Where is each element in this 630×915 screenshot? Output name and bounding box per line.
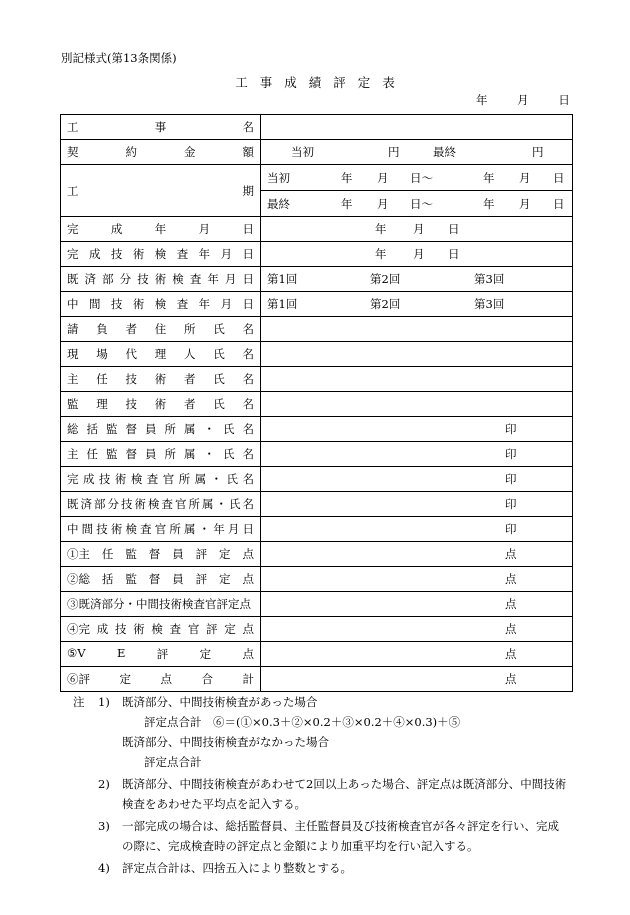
note-4-line-a: 評定点合計は、四捨五入により整数とする。 [122, 861, 352, 875]
label-char: 員 [172, 547, 184, 561]
row-label-interim-inspector [67, 521, 254, 537]
period-final-day1: 日〜 [410, 196, 433, 211]
label-char: 督 [148, 572, 161, 586]
label-char: 氏 [223, 447, 235, 461]
row-label-supervising-engineer [67, 396, 254, 412]
table-row [61, 492, 573, 517]
label-char: 術 [154, 397, 167, 411]
row-label-completion-date [67, 221, 254, 237]
label-char: 工 [67, 120, 79, 134]
note-1-line-d: 評定点合計 [144, 755, 202, 769]
label-char: 督 [125, 447, 137, 461]
label-char: 点 [242, 647, 254, 661]
label-char: ・ [203, 447, 215, 461]
label-char: 査 [169, 622, 182, 636]
label-char: 術 [134, 497, 146, 511]
partial-round-1: 第1回 [267, 272, 298, 286]
label-char: 月 [220, 247, 233, 261]
label-char: 名 [242, 372, 254, 386]
table-row [61, 642, 573, 667]
label-char: 査 [161, 497, 173, 511]
label-char: 定 [119, 672, 131, 686]
period-initial-month2: 月 [519, 170, 531, 185]
label-char: 検 [148, 497, 160, 511]
seal-mark: 印 [505, 422, 517, 436]
label-char: 査 [140, 522, 152, 536]
label-char: 者 [184, 372, 196, 386]
contractor-field[interactable] [261, 317, 573, 342]
label-char: 完 [67, 222, 79, 236]
document-title: 工事成績評定表 [235, 75, 407, 90]
period-initial-day1: 日〜 [410, 170, 433, 185]
label-char: 名 [242, 322, 254, 336]
table-row [61, 242, 573, 267]
row-label-general-supervisor-score [67, 571, 254, 587]
label-char: 監 [106, 447, 118, 461]
label-char: 定 [199, 647, 212, 661]
label-char: 住 [154, 322, 167, 336]
seal-mark: 印 [505, 522, 517, 536]
label-char: 員 [145, 422, 157, 436]
label-char: 任 [101, 547, 114, 561]
label-char: 氏 [226, 472, 239, 486]
label-char: 検 [151, 622, 163, 636]
note-1-line-b: 評定点合計 ⑥＝(①×0.3＋②×0.2＋③×0.2＋④×0.3)＋⑤ [144, 715, 461, 729]
seal-mark: 印 [505, 497, 517, 511]
label-char: 年 [154, 222, 167, 236]
label-char: 評 [195, 547, 208, 561]
table-row [61, 267, 573, 292]
interim-inspection-date-field[interactable] [261, 292, 573, 317]
label-char: 約 [125, 145, 137, 159]
points-unit: 点 [505, 622, 517, 636]
label-char: 主 [67, 372, 79, 386]
label-char: 所 [188, 497, 200, 511]
label-char: ⑤V [67, 646, 86, 660]
label-char: 術 [110, 522, 123, 536]
label-char: 監 [106, 422, 118, 436]
label-char: 中 [67, 522, 79, 536]
partial-round-3: 第3回 [474, 272, 505, 286]
interim-inspector-field[interactable] [261, 517, 573, 542]
label-char: 代 [125, 347, 137, 361]
table-row [61, 567, 573, 592]
document-date [476, 92, 570, 108]
completion-date-field[interactable] [261, 217, 573, 242]
row-label-ve-score [67, 646, 254, 662]
label-char: ・ [203, 422, 215, 436]
interim-round-2: 第2回 [370, 297, 401, 311]
completion-month: 月 [413, 222, 425, 236]
label-char: 検 [154, 297, 167, 311]
label-char: 括 [101, 572, 114, 586]
label-char: ④完 [67, 622, 90, 636]
row-label-chief-supervisor-score [67, 546, 254, 562]
label-char: ・ [210, 472, 223, 486]
label-char: 事 [154, 120, 167, 134]
period-final-month1: 月 [377, 196, 389, 211]
period-initial-day2: 日 [553, 170, 565, 185]
label-char: ①主 [67, 547, 90, 561]
general-supervisor-field[interactable] [261, 417, 573, 442]
date-year-label: 年 [476, 93, 488, 107]
completion-day: 日 [448, 222, 460, 236]
row-label-partial-interim-score [67, 596, 254, 612]
label-char: 名 [242, 472, 254, 486]
label-char: 監 [125, 547, 137, 561]
label-char: 所 [184, 322, 196, 336]
row-label-chief-engineer [67, 371, 254, 387]
label-char: 成 [96, 622, 109, 636]
label-char: 成 [110, 222, 123, 236]
table-row [61, 617, 573, 642]
label-char: 監 [67, 397, 79, 411]
completion-inspection-date-field[interactable] [261, 242, 573, 267]
label-char: 済 [80, 497, 92, 511]
label-char: 月 [220, 297, 233, 311]
label-char: 完 [67, 472, 79, 486]
note-4-number: 4) [98, 861, 110, 875]
table-row [61, 317, 573, 342]
label-char: 官 [187, 622, 200, 636]
label-char: 月 [198, 222, 211, 236]
label-char: 官 [162, 472, 175, 486]
label-char: 間 [81, 522, 94, 536]
label-char: 氏 [213, 322, 225, 336]
label-char: 名 [242, 497, 254, 511]
label-char: 成 [88, 247, 101, 261]
label-char: 評 [156, 647, 169, 661]
seal-mark: 印 [505, 447, 517, 461]
label-char: 完 [67, 247, 79, 261]
completion-year: 年 [375, 222, 387, 236]
ve-score-field[interactable] [261, 642, 573, 667]
points-unit: 点 [505, 672, 517, 686]
partial-inspection-date-field[interactable] [261, 267, 573, 292]
label-char: 術 [154, 372, 167, 386]
row-label-construction-name [67, 119, 254, 135]
row-label-interim-inspection-date [67, 296, 254, 312]
notes-section [60, 692, 580, 878]
label-char: ②総 [67, 572, 90, 586]
table-row [61, 467, 573, 492]
label-char: 契 [67, 145, 79, 159]
note-3-number: 3) [98, 819, 110, 833]
label-char: 属 [194, 472, 207, 486]
label-char: 人 [184, 347, 196, 361]
label-char: 督 [125, 422, 137, 436]
note-2-line-b: 検査をあわせた平均点を記入する。 [122, 797, 306, 811]
period-final-month2: 月 [519, 196, 531, 211]
label-char: ・ [198, 522, 211, 536]
row-label-chief-supervisor [67, 446, 254, 462]
general-supervisor-score-field[interactable] [261, 567, 573, 592]
label-char: 月 [227, 522, 240, 536]
label-char: 期 [242, 183, 254, 198]
table-row [61, 442, 573, 467]
label-char: 場 [96, 347, 108, 361]
label-char: 技 [114, 622, 127, 636]
label-char: 定 [224, 622, 236, 636]
period-initial-year2: 年 [483, 170, 495, 185]
row-label-construction-period [67, 183, 254, 199]
notes-prefix: 注 [73, 695, 85, 709]
label-char: 術 [154, 272, 167, 286]
label-char: 所 [169, 522, 181, 536]
table-row [61, 542, 573, 567]
table-row [61, 165, 573, 217]
table-row [61, 392, 573, 417]
label-char: 主 [67, 447, 79, 461]
contract-initial-yen: 円 [388, 145, 400, 159]
label-char: 月 [224, 272, 237, 286]
period-final-year2: 年 [483, 196, 495, 211]
label-char: 部 [94, 497, 106, 511]
note-1-line-c: 既済部分、中間技術検査がなかった場合 [122, 735, 329, 749]
row-label-partial-inspection-date [67, 271, 254, 287]
chief-engineer-field[interactable] [261, 367, 573, 392]
table-row [61, 417, 573, 442]
label-char: 名 [242, 397, 254, 411]
row-label-completion-inspector [67, 471, 254, 487]
label-char: 者 [125, 322, 137, 336]
row-label-contract-amount [67, 144, 254, 160]
label-char: 氏 [213, 347, 225, 361]
inspection-year: 年 [375, 247, 387, 261]
label-char: 年 [198, 247, 211, 261]
label-char: ・ [215, 497, 227, 511]
label-char: 属 [202, 497, 214, 511]
label-char: 技 [125, 397, 137, 411]
label-char: 検 [130, 472, 143, 486]
label-char: 名 [242, 120, 254, 134]
row-label-partial-inspector [67, 496, 254, 512]
partial-inspector-field[interactable] [261, 492, 573, 517]
label-char: 定 [219, 547, 231, 561]
chief-supervisor-score-field[interactable] [261, 542, 573, 567]
period-final-tag: 最終 [267, 196, 290, 211]
row-label-general-supervisor [67, 421, 254, 437]
label-char: 年 [198, 297, 211, 311]
label-char: 技 [137, 272, 149, 286]
note-2-number: 2) [98, 777, 110, 791]
table-row [61, 217, 573, 242]
label-char: 請 [67, 322, 79, 336]
points-unit: 点 [505, 647, 517, 661]
label-char: 名 [242, 422, 254, 436]
partial-interim-score-field[interactable] [261, 592, 573, 617]
row-label-total-score [67, 671, 254, 687]
period-final-day2: 日 [553, 196, 565, 211]
label-char: 既 [67, 272, 79, 286]
label-char: 監 [125, 572, 137, 586]
contract-final-label: 最終 [433, 145, 456, 159]
label-char: 現 [67, 347, 79, 361]
label-char: 年 [213, 522, 225, 536]
table-row [61, 115, 573, 140]
table-row [61, 367, 573, 392]
partial-round-2: 第2回 [370, 272, 401, 286]
label-char: 査 [176, 247, 189, 261]
row-label-completion-inspector-score [67, 621, 254, 637]
construction-name-field[interactable] [261, 115, 573, 140]
points-unit: 点 [505, 547, 517, 561]
label-char: 官 [175, 497, 187, 511]
label-char: ③既済部分・中間技術検査官評定点 [67, 597, 251, 611]
form-reference: 別記様式(第13条関係) [61, 51, 177, 65]
label-char: 技 [121, 497, 133, 511]
evaluation-table [60, 114, 573, 692]
label-char: 技 [125, 372, 137, 386]
label-char: 所 [164, 447, 176, 461]
label-char: 日 [242, 297, 254, 311]
label-char: 査 [176, 297, 189, 311]
table-row [61, 517, 573, 542]
label-char: 員 [145, 447, 157, 461]
chief-supervisor-field[interactable] [261, 442, 573, 467]
label-char: 氏 [229, 497, 241, 511]
label-char: 名 [242, 447, 254, 461]
row-label-completion-inspection-date [67, 246, 254, 262]
label-char: 計 [242, 672, 254, 686]
total-score-field[interactable] [261, 667, 573, 692]
note-3-line-b: の際に、完成検査時の評定点と金額により加重平均を行い記入する。 [122, 839, 479, 853]
note-2-line-a: 既済部分、中間技術検査があわせて2回以上あった場合、評定点は既済部分、中間技術 [122, 777, 567, 791]
label-char: 部 [102, 272, 114, 286]
label-char: 技 [96, 522, 108, 536]
label-char: 間 [88, 297, 101, 311]
label-char: 氏 [223, 422, 235, 436]
label-char: 金 [184, 145, 196, 159]
label-char: 術 [114, 472, 127, 486]
site-agent-field[interactable] [261, 342, 573, 367]
interim-round-3: 第3回 [474, 297, 505, 311]
label-char: 括 [86, 422, 98, 436]
label-char: 術 [133, 622, 145, 636]
label-char: 技 [98, 472, 111, 486]
period-initial-year1: 年 [341, 170, 353, 185]
points-unit: 点 [505, 572, 517, 586]
note-3-line-a: 一部完成の場合は、総括監督員、主任監督員及び技術検査官が各々評定を行い、完成 [122, 819, 559, 833]
contract-amount-field[interactable] [261, 140, 573, 165]
table-row [61, 292, 573, 317]
table-row [61, 667, 573, 692]
label-char: 督 [148, 547, 161, 561]
label-char: 中 [67, 297, 79, 311]
label-char: 員 [172, 572, 184, 586]
contract-final-yen: 円 [532, 145, 544, 159]
label-char: 総 [67, 422, 79, 436]
label-char: 任 [86, 447, 98, 461]
label-char: 氏 [213, 372, 225, 386]
label-char: 技 [110, 247, 123, 261]
period-initial-tag: 当初 [267, 170, 290, 185]
label-char: 点 [242, 547, 254, 561]
label-char: 所 [178, 472, 191, 486]
label-char: 成 [82, 472, 95, 486]
label-char: 日 [242, 272, 254, 286]
label-char: 検 [172, 272, 184, 286]
label-char: 技 [110, 297, 123, 311]
table-row [61, 342, 573, 367]
label-char: 合 [201, 672, 213, 686]
label-char: 術 [132, 247, 145, 261]
label-char: 理 [154, 347, 167, 361]
completion-inspector-score-field[interactable] [261, 617, 573, 642]
label-char: E [116, 646, 126, 660]
label-char: 属 [184, 447, 196, 461]
label-char: 年 [207, 272, 219, 286]
points-unit: 点 [505, 597, 517, 611]
label-char: 名 [242, 347, 254, 361]
label-char: 検 [125, 522, 137, 536]
table-row [61, 140, 573, 165]
label-char: 評 [206, 622, 218, 636]
label-char: 官 [154, 522, 167, 536]
label-char: 負 [96, 322, 108, 336]
label-char: 済 [84, 272, 97, 286]
date-day-label: 日 [558, 93, 570, 107]
inspection-month: 月 [413, 247, 425, 261]
label-char: 査 [189, 272, 202, 286]
note-1-number: 1) [98, 695, 110, 709]
label-char: 氏 [213, 397, 225, 411]
label-char: 所 [164, 422, 176, 436]
note-1-line-a: 既済部分、中間技術検査があった場合 [122, 695, 318, 709]
construction-period-field[interactable] [261, 165, 573, 217]
label-char: 理 [96, 397, 108, 411]
label-char: 点 [160, 672, 172, 686]
label-char: 点 [242, 572, 254, 586]
label-char: 額 [242, 145, 254, 159]
table-row [61, 592, 573, 617]
label-char: 定 [219, 572, 231, 586]
label-char: 分 [119, 272, 132, 286]
seal-mark: 印 [505, 472, 517, 486]
date-month-label: 月 [517, 93, 529, 107]
interim-round-1: 第1回 [267, 297, 298, 311]
supervising-engineer-field[interactable] [261, 392, 573, 417]
label-char: 日 [242, 247, 254, 261]
row-label-site-agent [67, 346, 254, 362]
label-char: 査 [146, 472, 159, 486]
label-char: 評 [195, 572, 208, 586]
label-char: 点 [242, 622, 254, 636]
contract-initial-label: 当初 [291, 145, 314, 159]
period-initial-month1: 月 [377, 170, 389, 185]
inspection-day: 日 [448, 247, 460, 261]
label-char: 属 [184, 422, 196, 436]
label-char: 検 [154, 247, 167, 261]
completion-inspector-field[interactable] [261, 467, 573, 492]
label-char: 任 [96, 372, 108, 386]
label-char: 工 [67, 183, 79, 198]
period-final-year1: 年 [341, 196, 353, 211]
label-char: 属 [184, 522, 196, 536]
label-char: 日 [242, 522, 254, 536]
label-char: 日 [242, 222, 254, 236]
label-char: 術 [132, 297, 145, 311]
label-char: 既 [67, 497, 79, 511]
label-char: ⑥評 [67, 672, 90, 686]
row-label-contractor [67, 321, 254, 337]
label-char: 者 [184, 397, 196, 411]
label-char: 分 [107, 497, 119, 511]
